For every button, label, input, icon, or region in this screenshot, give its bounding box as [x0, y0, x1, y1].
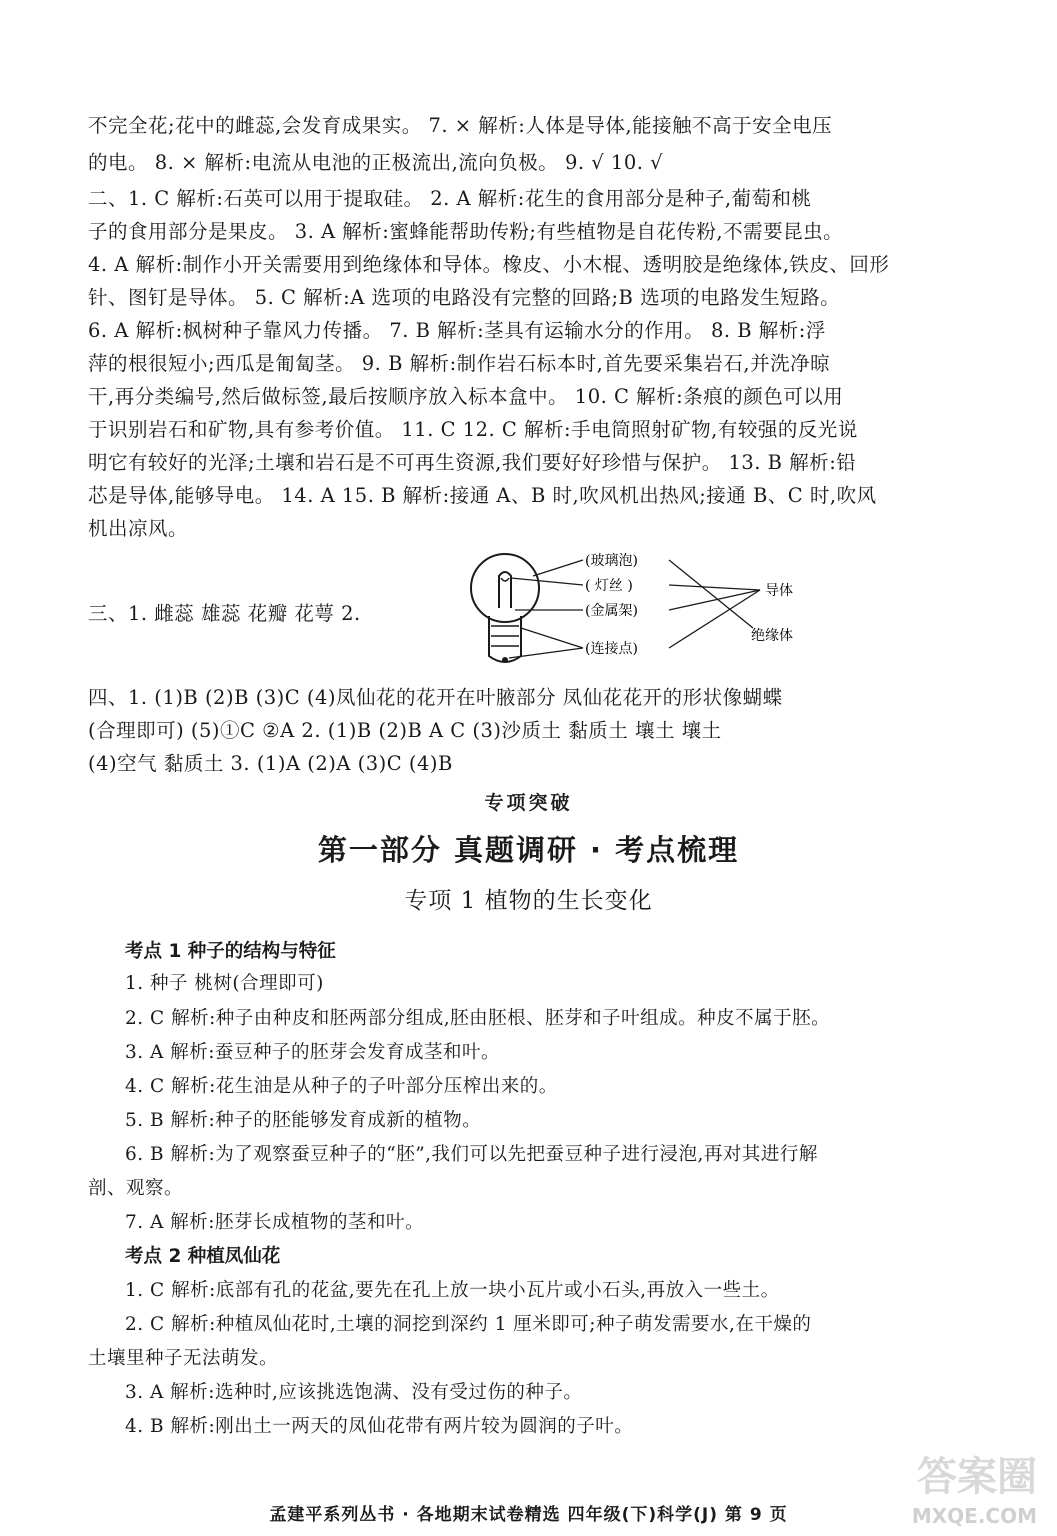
answer-item: 4. C 解析:花生油是从种子的子叶部分压榨出来的。	[125, 1076, 558, 1097]
text-line: 二、1. C 解析:石英可以用于提取硅。 2. A 解析:花生的食用部分是种子,葡萄和桃	[88, 187, 812, 210]
kaodian-2-title: 考点 2 种植凤仙花	[125, 1246, 281, 1267]
text-line: 干,再分类编号,然后做标签,最后按顺序放入标本盒中。 10. C 解析:条痕的颜色可以用	[88, 385, 844, 408]
text-line: 针、图钉是导体。 5. C 解析:A 选项的电路没有完整的回路;B 选项的电路发生短路。	[88, 286, 841, 309]
answer-item: 剖、观察。	[88, 1178, 184, 1199]
answer-item: 2. C 解析:种植凤仙花时,土壤的洞挖到深约 1 厘米即可;种子萌发需要水,在干燥的	[125, 1314, 812, 1335]
answer-item: 2. C 解析:种子由种皮和胚两部分组成,胚由胚根、胚芽和子叶组成。种皮不属于胚。	[125, 1008, 831, 1029]
light-bulb-diagram	[455, 548, 825, 668]
label-contact: (连接点)	[585, 641, 638, 657]
answer-item: 土壤里种子无法萌发。	[88, 1348, 279, 1369]
watermark-url: MXQE.COM	[911, 1504, 1037, 1528]
text-line: 机出凉风。	[88, 517, 189, 540]
answer-item: 1. 种子 桃树(合理即可)	[125, 973, 324, 994]
part-one-heading: 第一部分 真题调研 · 考点梳理	[317, 833, 740, 867]
text-line: 于识别岩石和矿物,具有参考价值。 11. C 12. C 解析:手电筒照射矿物,有较强的反光说	[88, 418, 858, 441]
text-line: (合理即可) (5)①C ②A 2. (1)B (2)B A C (3)沙质土 黏质土 壤土 壤土	[88, 719, 722, 742]
answer-item: 5. B 解析:种子的胚能够发育成新的植物。	[125, 1110, 482, 1131]
text-line: 4. A 解析:制作小开关需要用到绝缘体和导体。橡皮、小木棍、透明胶是绝缘体,铁皮、回形	[88, 253, 890, 276]
text-line: 子的食用部分是果皮。 3. A 解析:蜜蜂能帮助传粉;有些植物是自花传粉,不需要昆虫。	[88, 220, 844, 243]
text-line: 芯是导体,能够导电。 14. A 15. B 解析:接通 A、B 时,吹风机出热风;接通 B、C 时,吹风	[88, 484, 877, 507]
label-metal-frame: (金属架)	[585, 603, 638, 619]
topic-heading: 专项 1 植物的生长变化	[404, 888, 653, 914]
section-three-answers: 三、1. 雌蕊 雄蕊 花瓣 花萼 2.	[88, 602, 361, 625]
label-glass: (玻璃泡)	[585, 553, 638, 569]
text-line: 不完全花;花中的雌蕊,会发育成果实。 7. × 解析:人体是导体,能接触不高于安全电压	[88, 114, 833, 137]
answer-item: 6. B 解析:为了观察蚕豆种子的“胚”,我们可以先把蚕豆种子进行浸泡,再对其进行解	[125, 1144, 818, 1165]
answer-item: 7. A 解析:胚芽长成植物的茎和叶。	[125, 1212, 425, 1233]
text-line: 四、1. (1)B (2)B (3)C (4)凤仙花的花开在叶腋部分 凤仙花花开的形状像蝴蝶	[88, 686, 783, 709]
text-line: 萍的根很短小;西瓜是匍匐茎。 9. B 解析:制作岩石标本时,首先要采集岩石,并洗净晾	[88, 352, 831, 375]
text-line: 6. A 解析:枫树种子靠风力传播。 7. B 解析:茎具有运输水分的作用。 8. B 解析:浮	[88, 319, 826, 342]
bulb-glass-shape	[471, 554, 539, 622]
filament-shape	[499, 572, 511, 608]
label-conductor: 导体	[765, 583, 793, 599]
text-line: 明它有较好的光泽;土壤和岩石是不可再生资源,我们要好好珍惜与保护。 13. B 解析:铅	[88, 451, 857, 474]
answer-item: 3. A 解析:选种时,应该挑选饱满、没有受过伤的种子。	[125, 1382, 583, 1403]
answer-item: 3. A 解析:蚕豆种子的胚芽会发育成茎和叶。	[125, 1042, 501, 1063]
text-line: (4)空气 黏质土 3. (1)A (2)A (3)C (4)B	[88, 752, 453, 775]
page-footer: 孟建平系列丛书 · 各地期末试卷精选 四年级(下)科学(J) 第 9 页	[269, 1505, 788, 1525]
label-filament: ( 灯丝 )	[585, 578, 633, 594]
label-insulator: 绝缘体	[751, 628, 793, 644]
answer-item: 4. B 解析:刚出土一两天的凤仙花带有两片较为圆润的子叶。	[125, 1416, 634, 1437]
answer-item: 1. C 解析:底部有孔的花盆,要先在孔上放一块小瓦片或小石头,再放入一些土。	[125, 1280, 780, 1301]
watermark-logo: 答案圈	[917, 1454, 1037, 1500]
special-breakthrough-heading: 专项突破	[484, 792, 573, 814]
contact-point-shape	[502, 657, 508, 663]
text-line: 的电。 8. × 解析:电流从电池的正极流出,流向负极。 9. √ 10. √	[88, 151, 664, 174]
kaodian-1-title: 考点 1 种子的结构与特征	[125, 941, 336, 962]
